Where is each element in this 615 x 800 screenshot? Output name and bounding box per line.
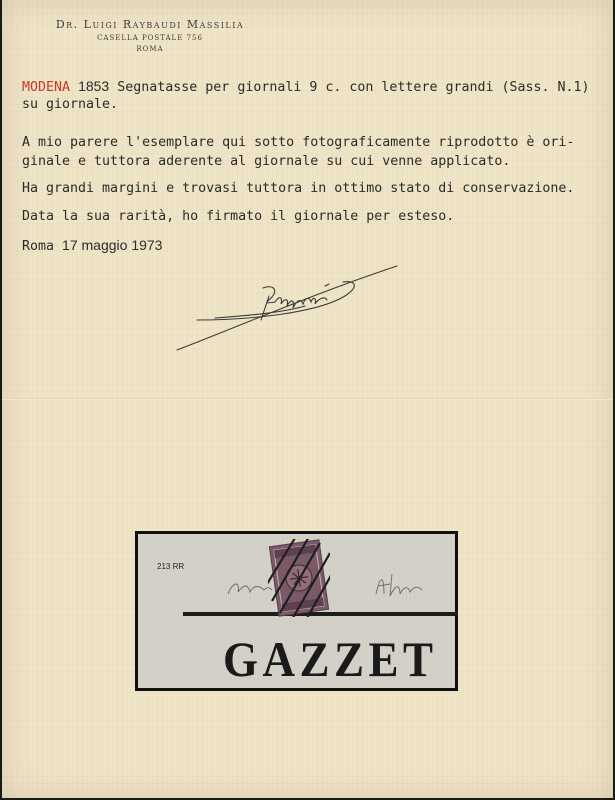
paragraph-3: Data la sua rarità, ho firmato il giornale per esteso. <box>22 209 455 224</box>
modena-stamp <box>268 539 330 617</box>
paragraph-1-line-2: ginale e tuttora aderente al giornale su cui venne applicato. <box>22 154 511 169</box>
handwriting-left <box>224 574 274 604</box>
handwritten-signature <box>175 258 405 358</box>
heading-description: Segnatasse per giornali 9 c. con lettere grandi (Sass. N.1) <box>117 80 590 95</box>
handwriting-right <box>370 568 430 602</box>
letterhead-city: ROMA <box>136 45 164 53</box>
paragraph-1-line-1: A mio parere l'esemplare qui sotto fotograficamente riprodotto è ori- <box>22 135 575 150</box>
heading-line-2: su giornale. <box>22 97 119 112</box>
place-date-line <box>22 237 162 254</box>
heading-year: 1853 <box>78 78 110 94</box>
letterhead-name: Dr. Luigi Raybaudi Massilia <box>55 18 245 31</box>
heading-country: MODENA <box>22 80 71 95</box>
date: 17 maggio 1973 <box>62 237 163 253</box>
stamp-photograph <box>135 531 458 691</box>
newspaper-masthead: GAZZET <box>223 631 438 687</box>
page-fold <box>2 398 613 400</box>
lot-label: 213 RR <box>157 562 185 571</box>
heading-line <box>22 78 590 95</box>
place: Roma <box>22 239 55 254</box>
letterhead <box>0 18 300 53</box>
newspaper-fragment <box>138 534 455 688</box>
letterhead-postbox: CASELLA POSTALE 756 <box>97 34 203 42</box>
paragraph-2: Ha grandi margini e trovasi tuttora in ottimo stato di conservazione. <box>22 181 575 196</box>
